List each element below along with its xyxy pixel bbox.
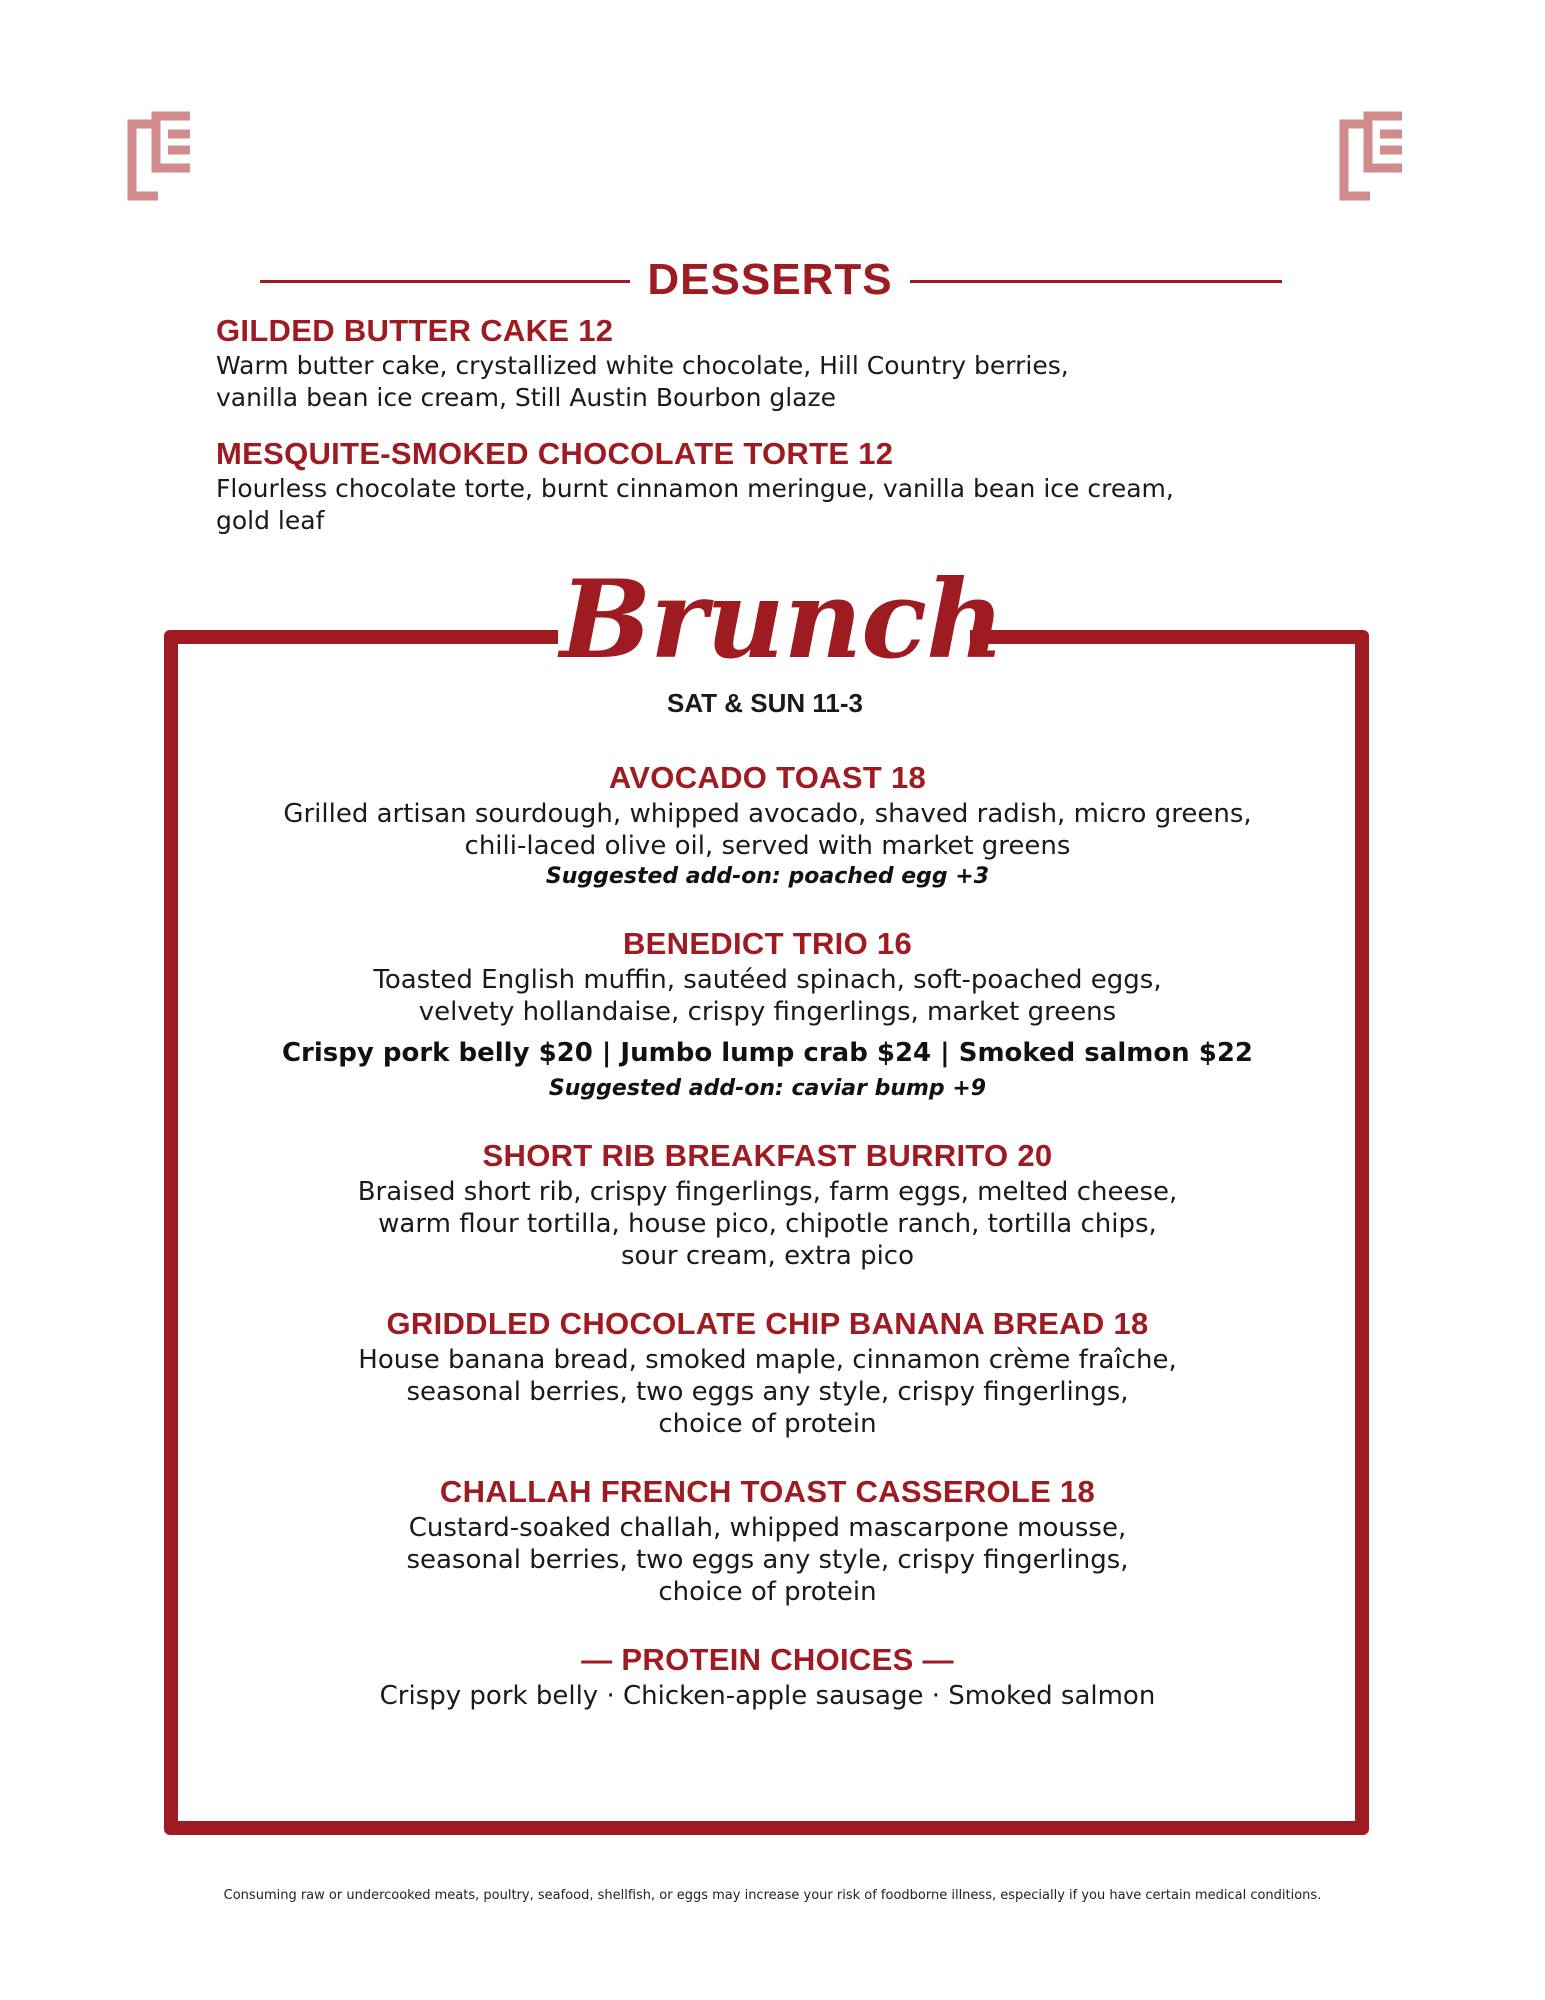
heading-rule-left [260, 280, 630, 283]
brunch-items [200, 758, 1335, 1744]
brunch-hours: SAT & SUN 11-3 [666, 688, 863, 718]
ce-monogram-logo-right [1332, 108, 1412, 208]
monogram-icon [1332, 108, 1412, 208]
desserts-heading [0, 250, 1545, 310]
brunch-item-description: Grilled artisan sourdough, whipped avocado, shaved radish, micro greens, chili-laced olive oil, served with market greens [283, 799, 1252, 861]
benedict-options: Crispy pork belly $20 | Jumbo lump crab $24 | Smoked salmon $22 [281, 1038, 1254, 1068]
dessert-item [216, 312, 1346, 414]
brunch-item-title: AVOCADO TOAST 18 [608, 760, 927, 795]
monogram-icon [120, 108, 200, 208]
suggested-addon: Suggested add-on: caviar bump +9 [548, 1076, 987, 1101]
dessert-item [216, 435, 1346, 537]
desserts-title: DESSERTS [647, 255, 893, 304]
brunch-item-description: Custard-soaked challah, whipped mascarpone mousse, seasonal berries, two eggs any style, crispy fingerlings, choice of protein [406, 1513, 1129, 1607]
protein-choices [200, 1640, 1335, 1712]
brunch-item-title: BENEDICT TRIO 16 [622, 926, 912, 961]
dessert-description: Flourless chocolate torte, burnt cinnamon meringue, vanilla bean ice cream, gold leaf [216, 474, 1174, 535]
protein-choices-list: Crispy pork belly · Chicken-apple sausage · Smoked salmon [379, 1681, 1156, 1711]
brunch-item [200, 1136, 1335, 1272]
dessert-title: MESQUITE-SMOKED CHOCOLATE TORTE 12 [216, 436, 894, 471]
dessert-title: GILDED BUTTER CAKE 12 [216, 313, 614, 348]
brunch-item-title: CHALLAH FRENCH TOAST CASSEROLE 18 [439, 1474, 1096, 1509]
brunch-item-description: House banana bread, smoked maple, cinnamon crème fraîche, seasonal berries, two eggs any style, crispy fingerlings, choice of protein [358, 1345, 1177, 1439]
brunch-item-title: SHORT RIB BREAKFAST BURRITO 20 [482, 1138, 1053, 1173]
brunch-item-description: Toasted English muffin, sautéed spinach, soft-poached eggs, velvety hollandaise, crispy fingerlings, market greens [373, 965, 1162, 1027]
heading-rule-right [910, 280, 1282, 283]
protein-choices-heading: — PROTEIN CHOICES — [581, 1642, 954, 1677]
brunch-title: Brunch [560, 557, 1004, 683]
brunch-item [200, 924, 1335, 1104]
brunch-item [200, 758, 1335, 892]
brunch-item-title: GRIDDLED CHOCOLATE CHIP BANANA BREAD 18 [386, 1306, 1149, 1341]
health-disclaimer: Consuming raw or undercooked meats, poultry, seafood, shellfish, or eggs may increase your risk of foodborne illness, especially if you have certain medical conditions. [223, 1888, 1322, 1903]
dessert-description: Warm butter cake, crystallized white chocolate, Hill Country berries, vanilla bean ice cream, Still Austin Bourbon glaze [216, 351, 1069, 412]
ce-monogram-logo-left [120, 108, 200, 208]
brunch-item-description: Braised short rib, crispy fingerlings, farm eggs, melted cheese, warm flour tortilla, house pico, chipotle ranch, tortilla chips, sour cream, extra pico [357, 1177, 1178, 1271]
brunch-item [200, 1304, 1335, 1440]
brunch-item [200, 1472, 1335, 1608]
suggested-addon: Suggested add-on: poached egg +3 [545, 864, 990, 889]
